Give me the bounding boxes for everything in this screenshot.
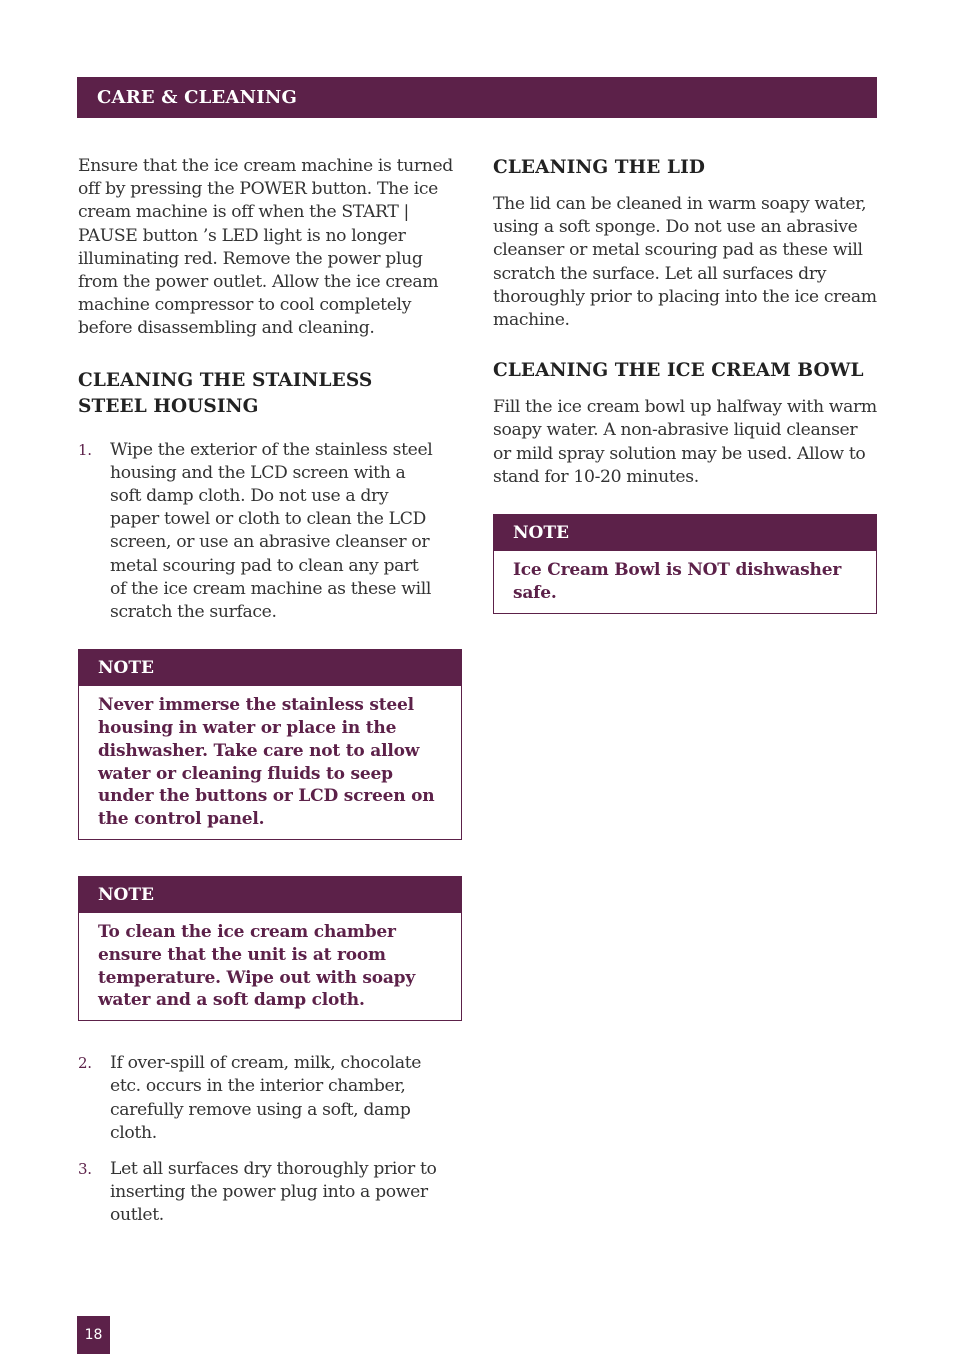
step-number: 2.	[78, 1054, 92, 1073]
note-box-immerse	[78, 649, 462, 840]
note-text: Never immerse the stainless steel housing in water or place in the dishwasher. Take care not to allow water or cleaning fluids to seep under the buttons or LCD screen on the control panel.	[98, 695, 435, 830]
note-label: NOTE	[79, 650, 461, 686]
lid-heading: CLEANING THE LID	[493, 157, 705, 178]
step-text: Wipe the exterior of the stainless steel housing and the LCD screen with a soft damp cloth. Do not use a dry paper towel or cloth to clean the LCD screen, or use an abrasive cleanser or metal scouring pad to clean any part of the ice cream machine as these will scratch the surface.	[110, 439, 433, 623]
stainless-steps-list-a	[78, 439, 438, 625]
note-box-chamber	[78, 876, 462, 1021]
note-text: Ice Cream Bowl is NOT dishwasher safe.	[513, 560, 842, 603]
note-text: To clean the ice cream chamber ensure that the unit is at room temperature. Wipe out with soapy water and a soft damp cloth.	[98, 922, 416, 1011]
right-column	[493, 155, 877, 614]
note-label: NOTE	[494, 515, 876, 551]
section-title-banner: CARE & CLEANING	[77, 77, 877, 118]
page-number: 18	[77, 1316, 110, 1354]
step-number: 3.	[78, 1160, 92, 1179]
bowl-paragraph: Fill the ice cream bowl up halfway with warm soapy water. A non-abrasive liquid cleanser or mild spray solution may be used. Allow to stand for 10-20 minutes.	[493, 397, 877, 487]
list-item	[78, 439, 438, 625]
left-column	[78, 155, 462, 1228]
step-text: If over-spill of cream, milk, chocolate etc. occurs in the interior chamber, carefully remove using a soft, damp cloth.	[110, 1053, 422, 1143]
stainless-heading: CLEANING THE STAINLESS STEEL HOUSING	[78, 369, 373, 417]
step-text: Let all surfaces dry thoroughly prior to inserting the power plug into a power outlet.	[110, 1159, 437, 1226]
list-item	[78, 1052, 438, 1145]
intro-paragraph: Ensure that the ice cream machine is turned off by pressing the POWER button. The ice cream machine is off when the START | PAUSE button ’s LED light is no longer illuminating red. Remove the power plug from the power outlet. Allow the ice cream machine compressor to cool completely before disassembling and cleaning.	[78, 156, 453, 339]
list-item	[78, 1158, 438, 1228]
note-box-dishwasher	[493, 514, 877, 614]
note-label: NOTE	[79, 877, 461, 913]
stainless-steps-list-b	[78, 1052, 438, 1227]
lid-paragraph: The lid can be cleaned in warm soapy water, using a soft sponge. Do not use an abrasive cleanser or metal scouring pad as these will scratch the surface. Let all surfaces dry thoroughly prior to placing into the ice cream machine.	[493, 194, 877, 331]
bowl-heading: CLEANING THE ICE CREAM BOWL	[493, 360, 864, 382]
step-number: 1.	[78, 440, 92, 459]
